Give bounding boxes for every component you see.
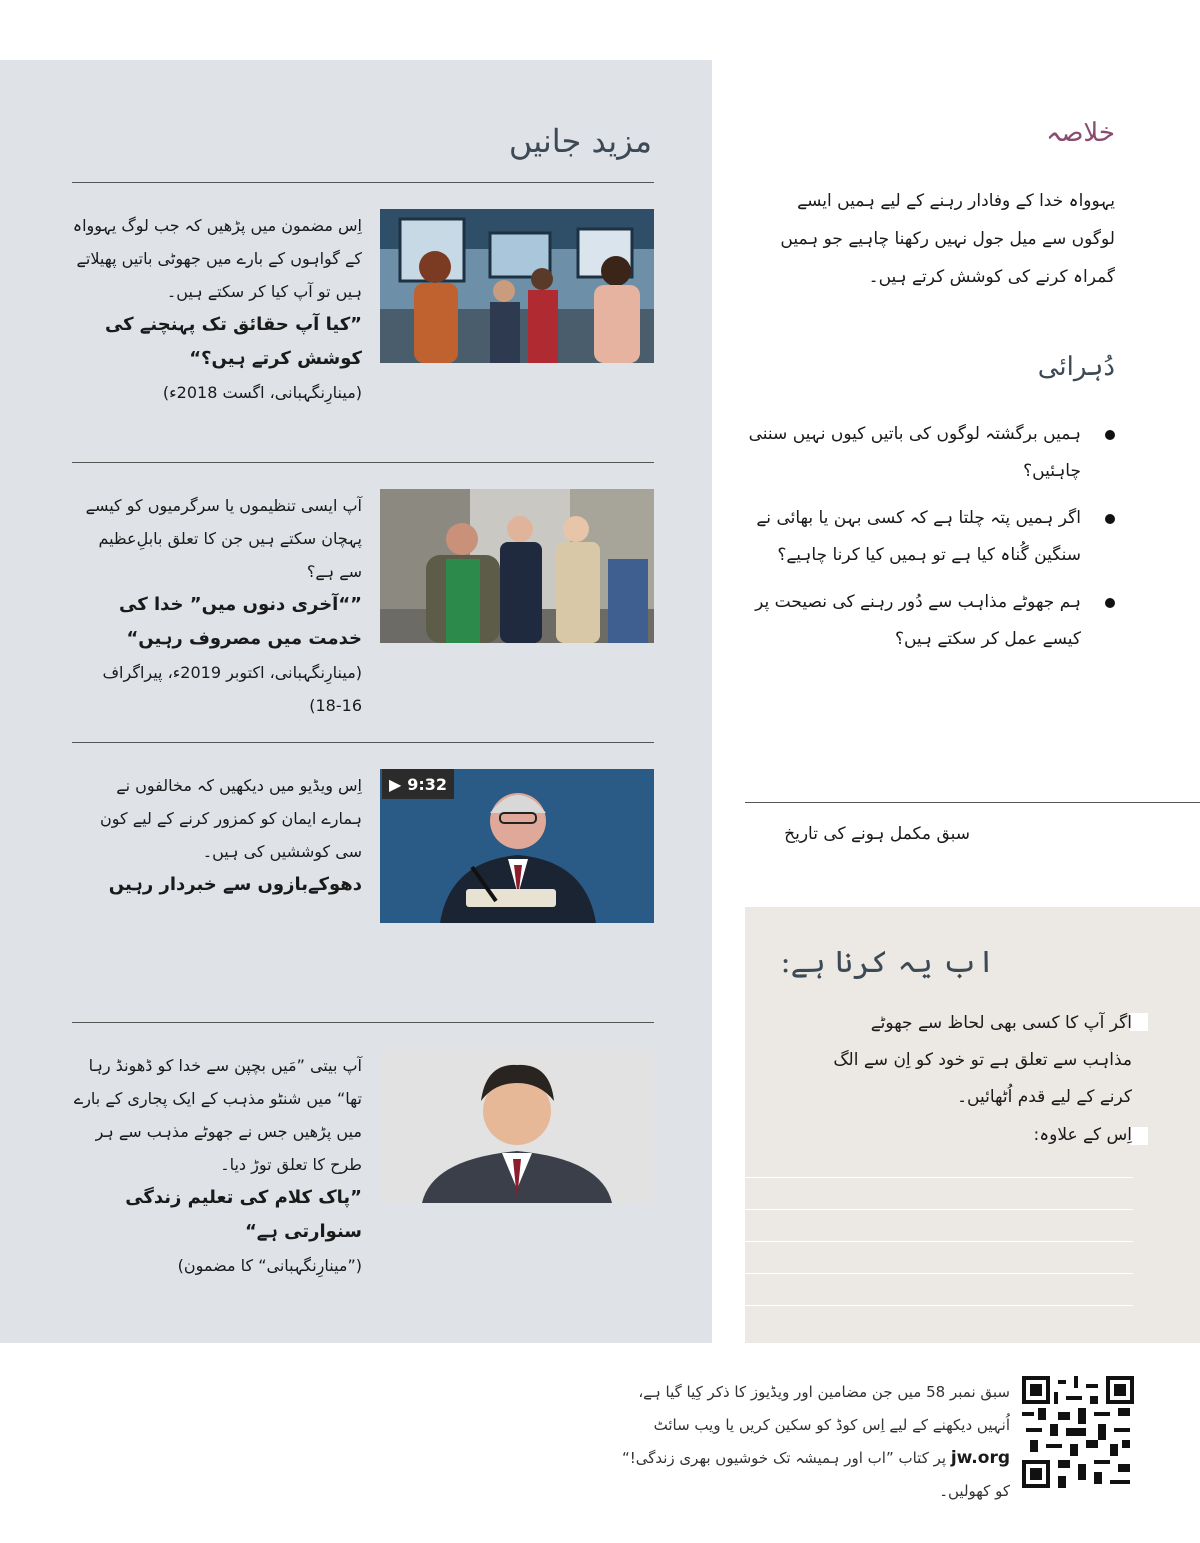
entry-description: اِس مضمون میں پڑھیں کہ جب لوگ یہوواہ کے گواہوں کے بارے میں جھوٹی باتیں پھیلاتے ہیں تو آپ کیا کر سکتے ہیں۔ [72,216,362,301]
write-line[interactable] [745,1177,1133,1178]
divider [72,742,654,743]
entry-text [72,1049,362,1282]
more-entry-1[interactable] [72,209,654,459]
video-duration: 9:32 [407,774,448,794]
video-thumbnail[interactable] [380,769,654,923]
write-line[interactable] [745,1305,1133,1306]
play-icon[interactable]: ▶ [388,774,402,794]
article-link-title[interactable]: ”“آخری دنوں میں” خدا کی خدمت میں مصروف رہیں“ [119,594,362,649]
article-source: (مینارِنگہبانی، اکتوبر 2019ء، پیراگراف 16-18) [102,663,362,715]
article-source: (مینارِنگہبانی، اگست 2018ء) [162,383,362,402]
more-entry-2[interactable] [72,489,654,739]
footer-instructions: سبق نمبر 58 میں جن مضامین اور ویڈیوز کا ذکر کِیا گیا ہے، اُنہیں دیکھنے کے لیے اِس کوڈ کو سکین کریں یا ویب سائٹ jw.org پر کتاب ”اب اور ہمیشہ تک خوشیوں بھری زندگی!“ کو کھولیں۔ [621,1383,1010,1500]
bullet-icon [1105,514,1115,524]
todo-panel [745,907,1200,1343]
summary-heading: خلاصہ [1046,118,1115,148]
article-thumbnail-news-screens[interactable] [380,209,654,363]
article-source: (”مینارِنگہبانی“ کا مضمون) [177,1256,362,1275]
video-link-title[interactable]: دھوکےبازوں سے خبردار رہیں [108,874,362,895]
divider [745,802,1200,803]
entry-description: اِس ویڈیو میں دیکھیں کہ مخالفوں نے ہمارے ایمان کو کمزور کرنے کے لیے کون سی کوششیں کی ہیں۔ [100,776,362,861]
article-link-title[interactable]: ”پاک کلام کی تعلیم زندگی سنوارتی ہے“ [125,1187,362,1242]
more-entry-4[interactable] [72,1049,654,1299]
entry-text [72,489,362,722]
divider [72,1022,654,1023]
write-line[interactable] [745,1241,1133,1242]
summary-text: یہوواہ خدا کے وفادار رہنے کے لیے ہمیں ایسے لوگوں سے میل جول نہیں رکھنا چاہیے جو ہمیں گمراہ کرنے کی کوشش کرتے ہیں۔ [780,191,1115,287]
article-thumbnail-street-witnessing[interactable] [380,489,654,643]
review-heading: دُہرائی [1037,352,1115,382]
todo-checkbox[interactable] [1130,1127,1148,1145]
divider [72,182,654,183]
review-question: اگر ہمیں پتہ چلتا ہے کہ کسی بہن یا بھائی نے سنگین گُناہ کیا ہے تو ہمیں کیا کرنا چاہیے؟ [740,500,1115,574]
entry-description: آپ ایسی تنظیموں یا سرگرمیوں کو کیسے پہچان سکتے ہیں جن کا تعلق بابلِ‌عظیم سے ہے؟ [85,496,362,581]
video-duration-badge [382,769,454,799]
entry-text [72,769,362,902]
completion-date-label: سبق مکمل ہونے کی تاریخ [784,824,970,844]
review-question: ہمیں برگشتہ لوگوں کی باتیں کیوں نہیں سننی چاہئیں؟ [740,416,1115,490]
article-thumbnail-portrait[interactable] [380,1049,654,1203]
qr-code[interactable] [1022,1376,1134,1488]
entry-text [72,209,362,409]
todo-checkbox[interactable] [1130,1013,1148,1031]
more-entry-3[interactable] [72,769,654,1019]
write-line[interactable] [745,1209,1133,1210]
divider [72,462,654,463]
more-info-title: مزید جانیں [508,122,652,160]
review-question: ہم جھوٹے مذاہب سے دُور رہنے کی نصیحت پر کیسے عمل کر سکتے ہیں؟ [740,584,1115,658]
website-link[interactable]: jw.org [950,1448,1010,1468]
todo-item: اگر آپ کا کسی بھی لحاظ سے جھوٹے مذاہب سے تعلق ہے تو خود کو اِن سے الگ کرنے کے لیے قدم اُٹھائیں۔ [833,1013,1132,1107]
bullet-icon [1105,430,1115,440]
more-info-panel [0,60,712,1343]
write-line[interactable] [745,1273,1133,1274]
entry-description: آپ بیتی ”مَیں بچپن سے خدا کو ڈھونڈ رہا تھا“ میں شنٹو مذہب کے ایک پجاری کے بارے میں پڑھیں جس نے جھوٹے مذہب سے ہر طرح کا تعلق توڑ دیا۔ [73,1056,362,1174]
bullet-icon [1105,598,1115,608]
todo-heading: اب یہ کرنا ہے: [780,945,995,980]
todo-item-other: اِس کے علاوہ: [1033,1125,1132,1145]
review-questions [740,416,1115,668]
article-link-title[interactable]: ”کیا آپ حقائق تک پہنچنے کی کوشش کرتے ہیں؟“ [104,314,362,369]
